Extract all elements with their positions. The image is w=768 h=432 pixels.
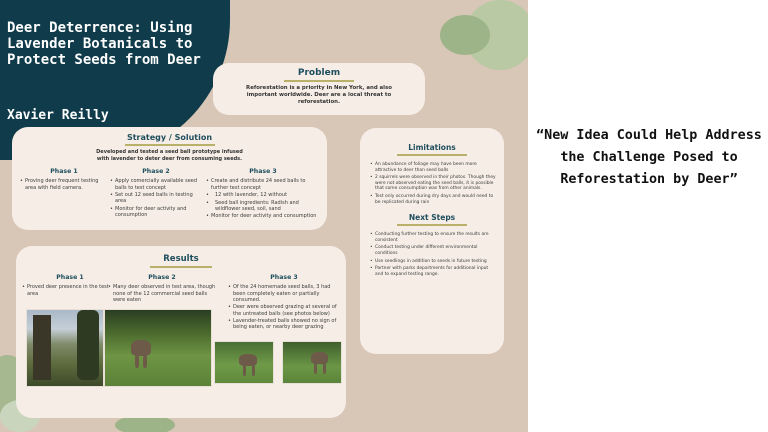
field-camera-photo (26, 309, 104, 387)
list-item: • Many deer observed in test area, though none of the 12 commercial seed balls were eaten (108, 284, 216, 303)
list-item: • Monitor for deer activity and consumption (110, 206, 202, 219)
strategy-intro: Developed and tested a seed ball prototype infused with lavender to deter deer from consuming seeds. (96, 149, 243, 162)
list-item: • 12 with lavender, 12 without (206, 192, 320, 198)
heading-underline (150, 266, 212, 268)
heading-underline (397, 224, 467, 226)
problem-card (213, 63, 425, 115)
list-item: • An abundance of foliage may have been more attractive to deer than seed balls (370, 162, 496, 173)
results-phase-3 (228, 275, 340, 332)
leaf-decoration (440, 15, 490, 55)
poster-author: Xavier Reilly (7, 108, 109, 123)
list-item: • Deer were observed grazing at several of the untreated balls (see photos below) (228, 304, 340, 317)
deer-leg (143, 354, 147, 368)
phase-title: Phase 3 (249, 168, 277, 175)
list-item: • Monitor for deer activity and consumption (206, 213, 320, 219)
phase-title: Phase 2 (142, 168, 170, 175)
list-item: • Create and distribute 24 seed balls to further test concept (206, 178, 320, 191)
phase-title: Phase 2 (148, 274, 176, 281)
results-card (16, 246, 346, 418)
strategy-heading: Strategy / Solution (126, 133, 213, 142)
deer-grazing-photo (104, 309, 212, 387)
list-item: • Of the 24 homemade seed balls, 3 had been completely eaten or partially consumed. (228, 284, 340, 303)
deer-figure (131, 340, 151, 356)
limitations-heading: Limitations (408, 143, 456, 152)
next-steps-list (360, 232, 504, 277)
phase-title: Phase 3 (270, 274, 298, 281)
list-item: • Proved deer presence in the test area (22, 284, 118, 297)
tree-trunk (77, 310, 99, 380)
deer-leg (243, 364, 246, 376)
limitations-card (360, 128, 504, 354)
phase-title: Phase 1 (56, 274, 84, 281)
problem-heading: Problem (297, 68, 341, 78)
deer-leg (252, 364, 255, 376)
deer-leg (323, 362, 326, 374)
results-phase-2 (108, 275, 216, 304)
next-steps-heading: Next Steps (408, 213, 456, 223)
list-item: • Use seedlings in addition to seeds in future testing (370, 259, 496, 265)
problem-body: Reforestation is a priority in New York, and also important worldwide. Deer are a local threat to reforestation. (246, 85, 392, 105)
limitations-list (360, 162, 504, 205)
list-item: • Conducting further testing to ensure the results are consistent (370, 232, 496, 243)
list-item: • 2 squirrels were observed in their photos. Though they were not observed eating the seed balls, it is possible that some consumption was from other animals. (370, 175, 496, 192)
strategy-phase-1 (20, 169, 108, 192)
list-item: • Test only occurred during dry days and would need to be replicated during rain (370, 194, 496, 205)
list-item: • Proving deer frequent testing area with field camera. (20, 178, 108, 191)
heading-underline (284, 80, 354, 82)
poster-title: Deer Deterrence: Using Lavender Botanicals to Protect Seeds from Deer (7, 20, 201, 68)
list-item: • Partner with parks departments for additional input and to expand testing range. (370, 266, 496, 277)
headline-caption: “New Idea Could Help Address the Challenge Posed to Reforestation by Deer” (536, 128, 762, 187)
list-item: • Set out 12 seed balls in testing area (110, 192, 202, 205)
tree-trunk (33, 315, 51, 380)
results-heading: Results (163, 254, 199, 264)
list-item: • Apply comercially available seed balls to test concept (110, 178, 202, 191)
heading-underline (397, 154, 467, 156)
strategy-phase-2 (110, 169, 202, 220)
deer-grazing-photo (214, 341, 274, 384)
list-item: • Conduct testing under different environmental conditions (370, 245, 496, 256)
phase-title: Phase 1 (50, 168, 78, 175)
strategy-phase-3 (206, 169, 320, 221)
deer-leg (135, 354, 139, 368)
results-phase-1 (22, 275, 118, 298)
deer-grazing-photo (282, 341, 342, 384)
list-item: • Lavender-treated balls showed no sign of being eaten, or nearby deer grazing (228, 318, 340, 331)
deer-leg (314, 362, 317, 374)
list-item: • Seed ball ingredients: Radish and wildflower seed, soil, sand (206, 200, 320, 213)
strategy-card (12, 127, 327, 230)
heading-underline (125, 144, 215, 146)
